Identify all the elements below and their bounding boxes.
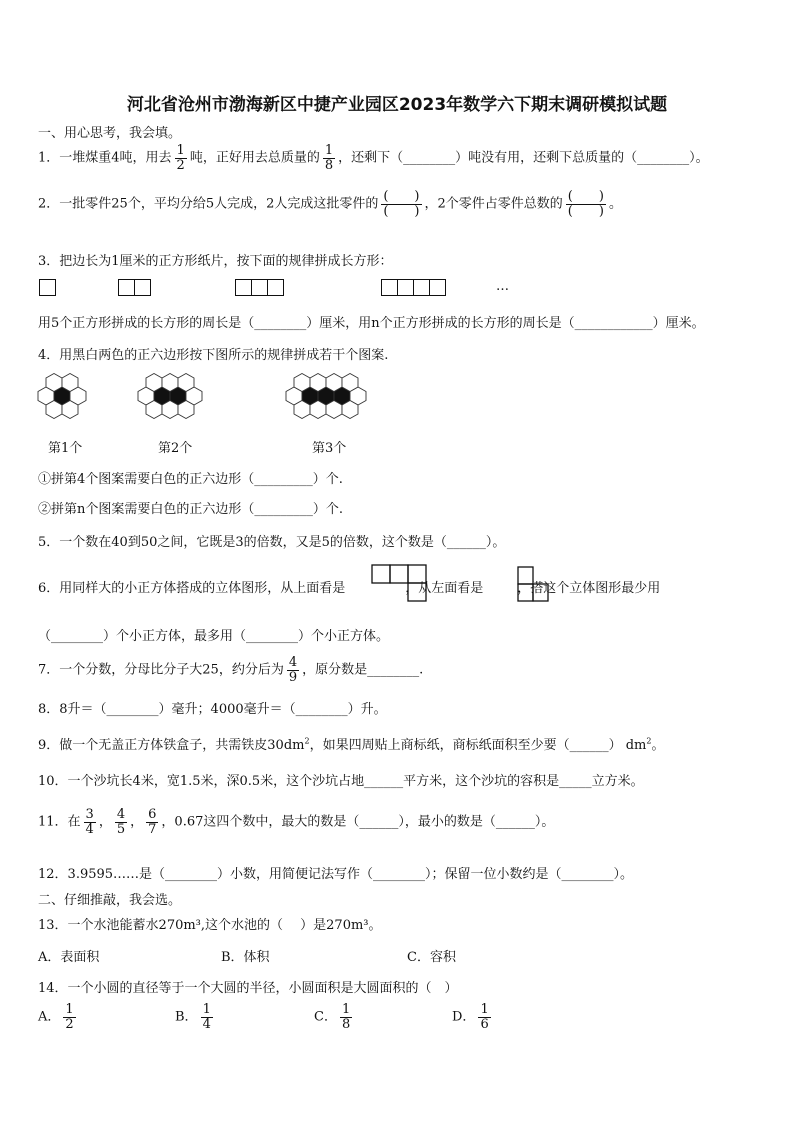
fraction: $\frac{4}{9}$ [288,655,298,685]
option-b[interactable]: B． $\frac{1}{4}$ [175,1002,211,1032]
white-hexagon [294,401,310,419]
ellipsis: … [496,279,509,294]
question-13: 13．一个水池能蓄水270m³,这个水池的（ ）是270m³。 [38,918,382,933]
option-b[interactable]: B．体积 [221,950,270,965]
question-6-text: （________）个小正方体，最多用（________）个小正方体。 [38,629,390,644]
white-hexagon [310,374,326,392]
hexagon-pattern-3 [286,374,366,419]
question-4-part-2: ②拼第n个图案需要白色的正六边形（_________）个. [38,502,344,517]
question-4: 4．用黑白两色的正六边形按下图所示的规律拼成若干个图案. [38,348,389,363]
hexagon-pattern-1 [38,374,86,419]
option-c[interactable]: C． $\frac{1}{8}$ [314,1002,351,1032]
question-4-part-1: ①拼第4个图案需要白色的正六边形（_________）个. [38,472,343,487]
question-6: 6．用同样大的小正方体搭成的立体图形，从上面看是 ，从左面看是 ，搭这个立体图形最少用 [38,581,661,596]
white-hexagon [46,401,62,419]
question-9: 9．做一个无盖正方体铁盒子，共需铁皮$30dm^2$，如果四周贴上商标纸，商标纸面积至少要（______） $dm^2$。 [38,736,665,753]
option-a[interactable]: A．表面积 [38,950,100,965]
question-1: 1．一堆煤重4吨，用去 $\frac{1}{2}$ 吨，正好用去总质量的 $\frac{1}{8}$ ，还剩下（________）吨没有用，还剩下总质量的（________）。 [38,143,709,173]
hexagon-pattern-2 [138,374,202,419]
pattern-label-1: 第1个 [48,441,83,456]
white-hexagon [162,401,178,419]
question-8: 8．8升＝（________）毫升；4000毫升＝（________）升。 [38,702,387,717]
white-hexagon [342,401,358,419]
option-d[interactable]: D． $\frac{1}{6}$ [452,1002,489,1032]
question-11: 11．在 $\frac{3}{4}$ ， $\frac{4}{5}$ ， $\frac{6}{7}$ ，0.67这四个数中，最大的数是（______），最小的数是（______）。 [38,807,555,837]
hexagon-patterns [36,368,416,428]
white-hexagon [62,374,78,392]
top-view-figure [371,564,433,606]
page-title: 河北省沧州市渤海新区中捷产业园区2023年数学六下期末调研模拟试题 [126,95,668,115]
fraction-blank: $\frac{( )}{( )}$ [567,189,604,219]
fraction: $\frac{6}{7}$ [148,807,157,837]
question-14: 14．一个小圆的直径等于一个大圆的半径，小圆面积是大圆面积的（ ） [38,981,458,996]
question-2: 2．一批零件25个，平均分给5人完成，2人完成这批零件的 $\frac{( )}{( )}$ ，2个零件占零件总数的 $\frac{( )}{( )}$ 。 [38,189,622,219]
white-hexagon [146,374,162,392]
question-3-text: 用5个正方形拼成的长方形的周长是（________）厘米，用n个正方形拼成的长方形的周长是（____________）厘米。 [38,316,705,331]
question-10: 10．一个沙坑长4米，宽1.5米，深0.5米，这个沙坑占地______平方米，这个沙坑的容积是_____立方米。 [38,774,644,789]
question-3: 3．把边长为1厘米的正方形纸片，按下面的规律拼成长方形： [38,254,393,269]
white-hexagon [326,401,342,419]
white-hexagon [310,401,326,419]
fraction: $\frac{4}{5}$ [116,807,126,837]
fraction: $\frac{1}{2}$ [176,143,185,173]
fraction-blank: $\frac{( )}{( )}$ [383,189,420,219]
section-2-heading: 二、仔细推敲，我会选。 [38,893,182,908]
question-5: 5．一个数在40到50之间，它既是3的倍数，又是5的倍数，这个数是（______）。 [38,535,506,550]
section-1-heading: 一、用心思考，我会填。 [38,126,182,141]
white-hexagon [294,374,310,392]
fraction: $\frac{1}{8}$ [324,143,334,173]
fraction: $\frac{3}{4}$ [85,807,94,837]
white-hexagon [162,374,178,392]
option-a[interactable]: A． $\frac{1}{2}$ [38,1002,74,1032]
question-7: 7．一个分数，分母比分子大25，约分后为 $\frac{4}{9}$ ，原分数是________. [38,655,424,685]
pattern-label-2: 第2个 [158,441,193,456]
pattern-label-3: 第3个 [312,441,347,456]
white-hexagon [342,374,358,392]
white-hexagon [178,401,194,419]
white-hexagon [62,401,78,419]
white-hexagon [146,401,162,419]
left-view-figure [517,566,551,606]
white-hexagon [178,374,194,392]
white-hexagon [46,374,62,392]
question-12: 12．3.9595……是（________）小数，用简便记法写作（________）；保留一位小数约是（________）。 [38,867,634,882]
option-c[interactable]: C．容积 [407,950,456,965]
white-hexagon [326,374,342,392]
